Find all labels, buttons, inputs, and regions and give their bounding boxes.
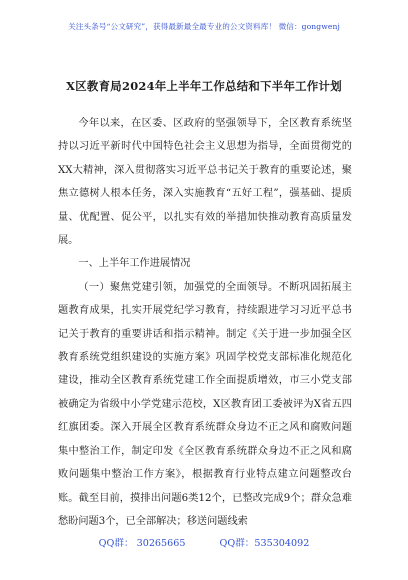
- header-notice: 关注头条号“公文研究”，获得最新最全最专业的公文资料库！ 微信：gongwenj: [68, 22, 340, 31]
- qq-group-2: QQ群：535304092: [219, 538, 310, 549]
- footer-contacts: [0, 535, 408, 549]
- intro-paragraph: 今年以来，在区委、区政府的坚强领导下，全区教育系统坚持以习近平新时代中国特色社会主义思想为指导，全面贯彻党的XX大精神，深入贯彻落实习近平总书记关于教育的重要论述，聚焦立德树人根本任务，深入实施教育“五好工程”，强基础、提质量、优配置、促公平，以扎实有效的举措加快推动教育高质量发展。: [58, 118, 352, 247]
- document-title: X区教育局2024年上半年工作总结和下半年工作计划: [66, 79, 342, 93]
- section-heading: 一、上半年工作进展情况: [78, 258, 191, 270]
- body-paragraph: （一）聚焦党建引领，加强党的全面领导。不断巩固拓展主题教育成果，扎实开展党纪学习教育，持续跟进学习习近平总书记关于教育的重要讲话和指示精神。制定《关于进一步加强全区教育系统党组织建设的实施方案》巩固学校党支部标准化规范化建设，推动全区教育系统党建工作全面提质增效，市三小党支部被确定为省级中小学党建示范校，X区教育团工委被评为X省五四红旗团委。深入开展全区教育系统群众身边不正之风和腐败问题集中整治工作，制定印发《全区教育系统群众身边不正之风和腐败问题集中整治工作方案》，根据教育行业特点建立问题整改台账。截至目前，摸排出问题6类12个，已整改完成9个；群众急难愁盼问题3个，已全部解决；移送问题线索: [58, 281, 352, 527]
- qq-group-1: QQ群： 30265665: [98, 538, 186, 549]
- document-body: [58, 112, 352, 533]
